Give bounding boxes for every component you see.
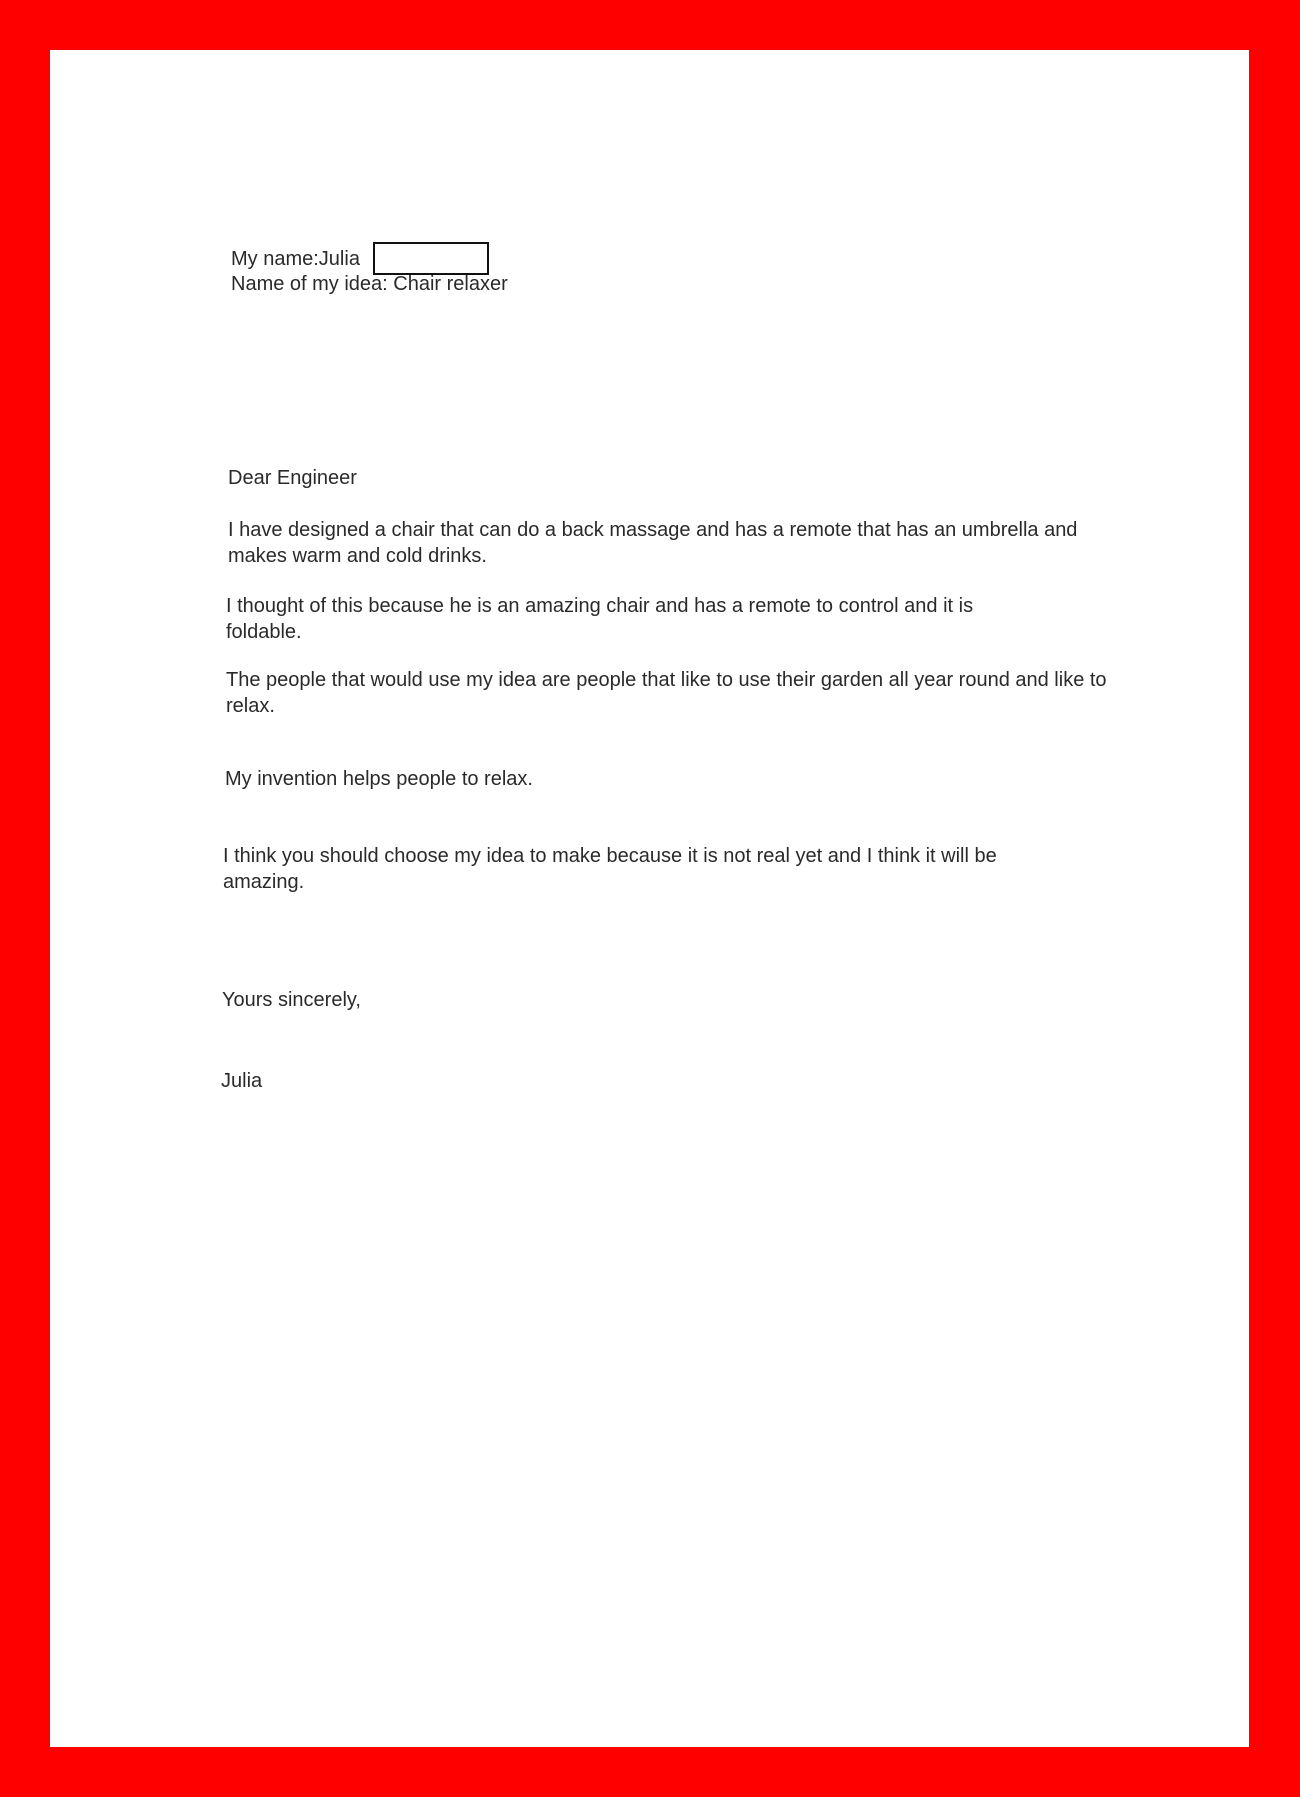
salutation: Dear Engineer [228,467,357,489]
closing: Yours sincerely, [222,989,361,1011]
paragraph-choose: I think you should choose my idea to make because it is not real yet and I think it will be amazing. [223,845,997,893]
idea-name-line: Name of my idea: Chair relaxer [231,273,508,295]
my-name-line: My name:Julia [231,248,360,270]
paragraph-users: The people that would use my idea are people that like to use their garden all year round and like to relax. [226,669,1107,717]
redaction-box [373,242,489,275]
signature: Julia [221,1070,263,1092]
paragraph-reason: I thought of this because he is an amazing chair and has a remote to control and it is foldable. [226,595,974,643]
paragraph-design: I have designed a chair that can do a back massage and has a remote that has an umbrella and makes warm and cold drinks. [228,519,1078,567]
letter-page [50,50,1249,1747]
paragraph-benefit: My invention helps people to relax. [225,768,533,790]
